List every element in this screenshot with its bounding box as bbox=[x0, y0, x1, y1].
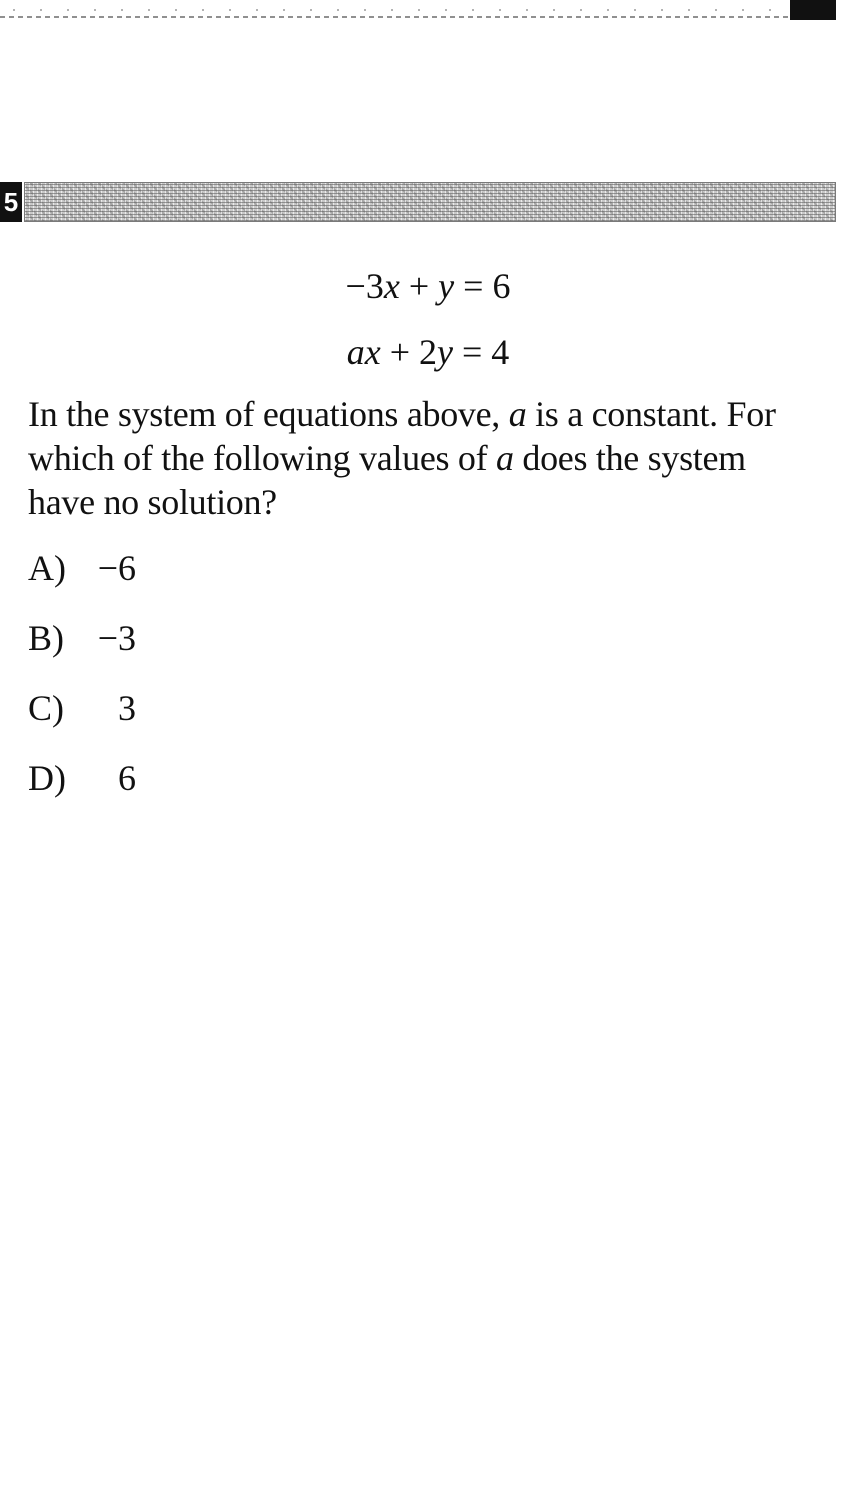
choice-b[interactable] bbox=[28, 615, 428, 661]
question-line-2-variable: a bbox=[496, 438, 514, 478]
scan-dashed-strip bbox=[0, 6, 790, 20]
question-line-1 bbox=[28, 392, 838, 436]
choice-d[interactable] bbox=[28, 755, 428, 801]
question-line-2-text-a: which of the following values of bbox=[28, 438, 496, 478]
equation-2 bbox=[0, 328, 864, 376]
choice-d-value: 6 bbox=[118, 758, 136, 798]
equation-2-operator: + 2 bbox=[380, 332, 437, 372]
question-line-1-variable: a bbox=[508, 394, 527, 434]
equation-1-term-x: x bbox=[383, 266, 400, 306]
equation-system bbox=[0, 262, 864, 394]
answer-choices bbox=[28, 545, 428, 825]
question-line-1-text-a: In the system of equations above, bbox=[28, 394, 509, 434]
question-line-2 bbox=[28, 436, 838, 480]
page-corner-block bbox=[790, 0, 836, 20]
equation-2-term-y: y bbox=[437, 332, 453, 372]
equation-2-rhs: = 4 bbox=[452, 332, 510, 372]
question-line-3: have no solution? bbox=[28, 482, 277, 522]
equation-2-term-ax: ax bbox=[346, 332, 381, 372]
equation-1-rhs: = 6 bbox=[454, 266, 511, 306]
equation-1 bbox=[0, 262, 864, 310]
equation-1-operator: + bbox=[399, 266, 439, 306]
choice-c-value: 3 bbox=[118, 688, 136, 728]
choice-c-letter: C) bbox=[28, 688, 64, 728]
question-text bbox=[28, 392, 838, 524]
question-header-band bbox=[24, 182, 836, 222]
choice-d-letter: D) bbox=[28, 758, 66, 798]
question-line-1-text-b: is a constant. For bbox=[526, 394, 776, 434]
question-number-badge: 5 bbox=[0, 182, 22, 222]
question-line-2-text-b: does the system bbox=[513, 438, 746, 478]
choice-a[interactable] bbox=[28, 545, 428, 591]
choice-b-value: −3 bbox=[97, 618, 136, 658]
choice-c[interactable] bbox=[28, 685, 428, 731]
equation-1-coefficient: −3 bbox=[345, 266, 384, 306]
choice-a-letter: A) bbox=[28, 548, 66, 588]
choice-b-letter: B) bbox=[28, 618, 64, 658]
equation-1-term-y: y bbox=[438, 266, 455, 306]
choice-a-value: −6 bbox=[97, 548, 136, 588]
